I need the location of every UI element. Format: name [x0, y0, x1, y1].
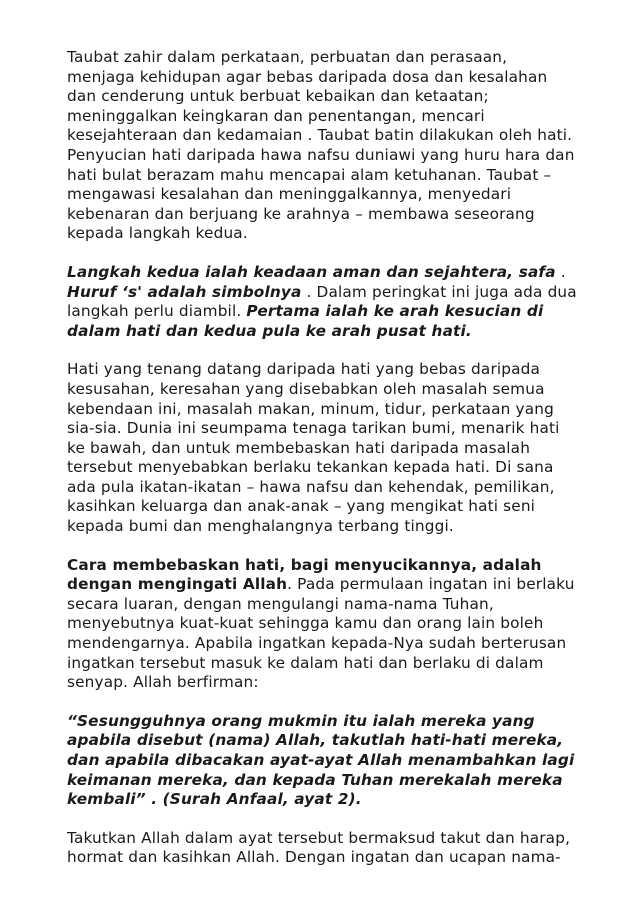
document-body [67, 48, 577, 868]
paragraph-text: Takutkan Allah dalam ayat tersebut bermaksud takut dan harap, hormat dan kasihkan Allah. Dengan ingatan dan ucapan nama- [67, 828, 571, 867]
paragraph-quran-quote [67, 712, 577, 810]
paragraph-text: . [555, 262, 566, 281]
paragraph-langkah-kedua [67, 263, 577, 341]
emphasis-text: Langkah kedua ialah keadaan aman dan sejahtera, safa [67, 262, 556, 281]
paragraph-cara-membebaskan [67, 556, 577, 693]
paragraph-text: Taubat zahir dalam perkataan, perbuatan dan perasaan, menjaga kehidupan agar bebas daripada dosa dan kesalahan dan cenderung untuk berbuat kebaikan dan ketaatan; meninggalkan keingkaran dan penentangan, mencari kesejahteraan dan kedamaian . Taubat batin dilakukan oleh hati. Penyucian hati daripada hawa nafsu duniawi yang huru hara dan hati bulat berazam mahu mencapai alam ketuhanan. Taubat – mengawasi kesalahan dan meninggalkannya, menyedari kebenaran dan berjuang ke arahnya – membawa seseorang kepada langkah kedua. [67, 48, 575, 243]
emphasis-text: Pertama ialah ke arah kesucian di dalam hati dan kedua pula ke arah pusat hati. [67, 302, 544, 340]
paragraph-hati-tenang [67, 360, 577, 536]
emphasis-text: Cara membebaskan hati, bagi menyucikannya, adalah dengan mengingati Allah [67, 555, 542, 594]
paragraph-text: Hati yang tenang datang daripada hati yang bebas daripada kesusahan, keresahan yang disebabkan oleh masalah semua kebendaan ini, masalah makan, minum, tidur, perkataan yang sia-sia. Dunia ini seumpama tenaga tarikan bumi, menarik hati ke bawah, dan untuk membebaskan hati daripada masalah tersebut menyebabkan berlaku tekankan kepada hati. Di sana ada pula ikatan-ikatan – hawa nafsu dan kehendak, pemilikan, kasihkan keluarga dan anak-anak – yang mengikat hati seni kepada bumi dan menghalangnya terbang tinggi. [67, 360, 560, 536]
paragraph-taubat [67, 48, 577, 244]
quote-text: “Sesungguhnya orang mukmin itu ialah mereka yang apabila disebut (nama) Allah, takutlah hati-hati mereka, dan apabila dibacakan ayat-ayat Allah menambahkan lagi keimanan mereka, dan kepada Tuhan merekalah mereka kembali” . (Surah Anfaal, ayat 2). [67, 711, 575, 809]
paragraph-text: . Pada permulaan ingatan ini berlaku secara luaran, dengan mengulangi nama-nama Tuhan, menyebutnya kuat-kuat sehingga kamu dan orang lain boleh mendengarnya. Apabila ingatkan kepada-Nya sudah berterusan ingatkan tersebut masuk ke dalam hati dan berlaku di dalam senyap. Allah berfirman: [67, 575, 575, 692]
emphasis-text: Huruf ‘s' adalah simbolnya [67, 282, 302, 301]
paragraph-text: . Dalam peringkat ini juga ada dua langkah perlu diambil. [67, 282, 577, 321]
paragraph-takutkan-allah [67, 829, 577, 868]
